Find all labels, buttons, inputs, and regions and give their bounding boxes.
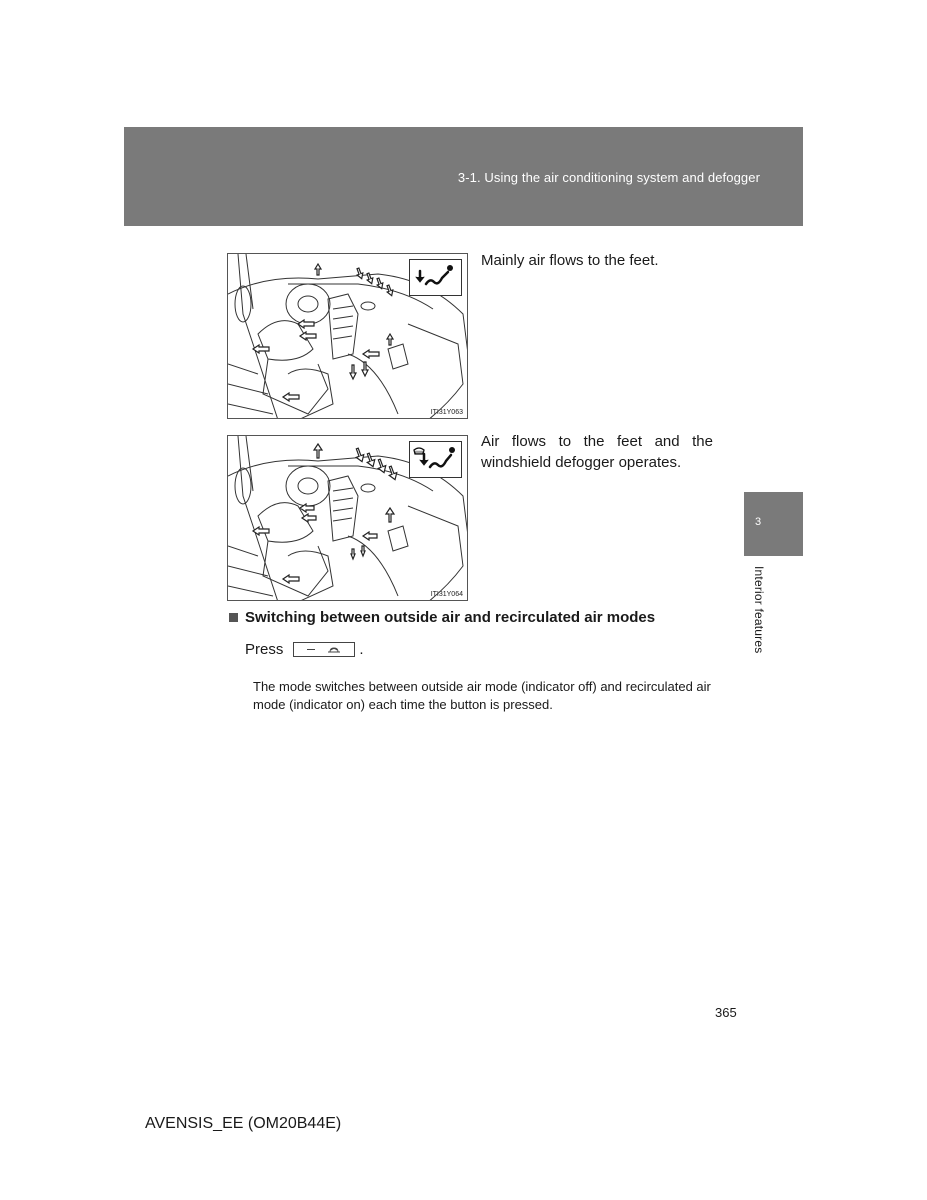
press-suffix: . xyxy=(359,641,364,658)
indicator-dash-icon xyxy=(307,649,315,651)
footer-model: AVENSIS_EE (OM20B44E) xyxy=(145,1115,342,1132)
feet-and-defogger-airflow-icon xyxy=(409,441,462,478)
figure-code: ITI31Y063 xyxy=(430,409,463,416)
press-label: Press xyxy=(245,641,284,658)
section-heading-text: Switching between outside air and recirculated air modes xyxy=(245,609,656,626)
chapter-header-band xyxy=(124,127,803,226)
figure-code: ITI31Y064 xyxy=(430,591,463,598)
recirculated-air-button-icon xyxy=(293,642,355,657)
page-number: 365 xyxy=(715,1005,737,1020)
chapter-number: 3 xyxy=(755,516,762,528)
figure-description: Air flows to the feet and the windshield defogger operates. xyxy=(481,433,713,471)
square-bullet-icon xyxy=(229,613,238,622)
figure-description: Mainly air flows to the feet. xyxy=(481,252,659,269)
chapter-label: Interior features xyxy=(752,566,766,654)
mode-note: The mode switches between outside air mode (indicator off) and recirculated air mode (indicator on) each time the button is pressed. xyxy=(253,679,711,712)
section-heading xyxy=(229,609,655,626)
press-instruction xyxy=(245,641,364,658)
illustration-feet-defogger-mode xyxy=(227,435,468,601)
chapter-tab xyxy=(744,492,803,556)
feet-airflow-icon xyxy=(409,259,462,296)
illustration-feet-mode xyxy=(227,253,468,419)
section-title: 3-1. Using the air conditioning system and defogger xyxy=(457,170,760,185)
recirculation-car-icon xyxy=(327,646,341,654)
